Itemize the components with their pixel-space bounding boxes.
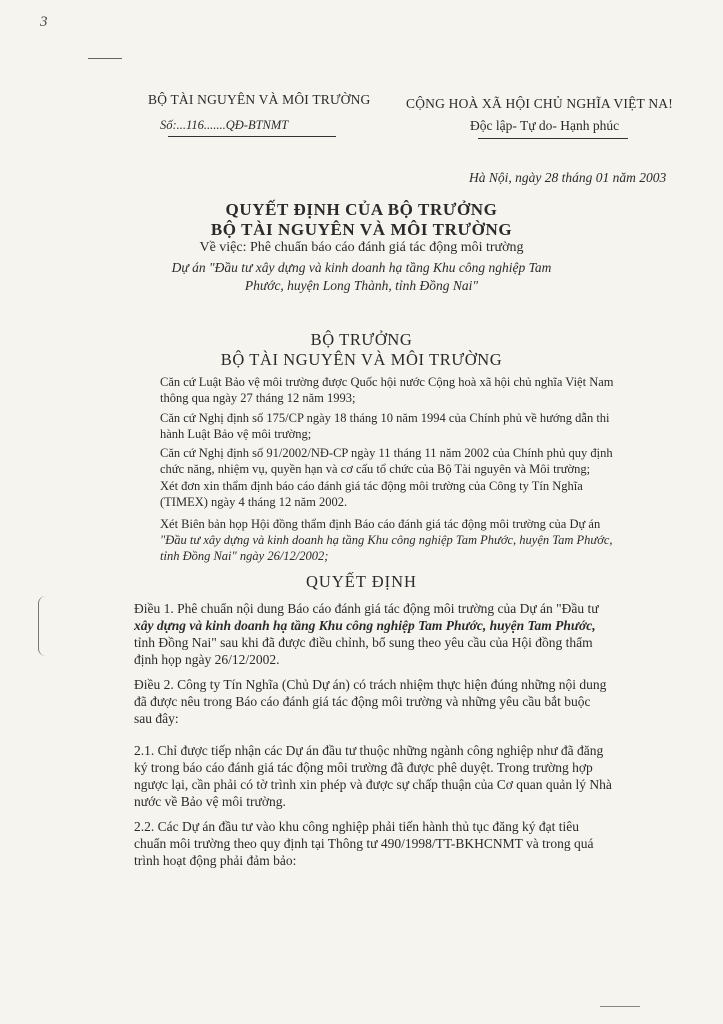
article-1-line-3: tỉnh Đồng Nai" sau khi đã được điều chỉnh, bổ sung theo yêu cầu của Hội đồng thẩm	[134, 635, 593, 650]
decision-heading: QUYẾT ĐỊNH	[306, 572, 417, 591]
basis-2	[160, 410, 610, 442]
basis-2-line-2: hành Luật Bảo vệ môi trường;	[160, 427, 312, 441]
top-scan-mark	[88, 58, 122, 59]
basis-1	[160, 374, 614, 406]
ministry-name: BỘ TÀI NGUYÊN VÀ MÔI TRƯỜNG	[148, 92, 371, 107]
decision-title-line1: QUYẾT ĐỊNH CỦA BỘ TRƯỞNG	[225, 200, 498, 219]
document-number: Số:...116.......QĐ-BTNMT	[160, 118, 289, 132]
national-motto: Độc lập- Tự do- Hạnh phúc	[470, 118, 620, 133]
basis-4-line-2: (TIMEX) ngày 4 tháng 12 năm 2002.	[160, 495, 348, 509]
article-1-line-2: xây dựng và kinh doanh hạ tầng Khu công nghiệp Tam Phước, huyện Tam Phước,	[134, 618, 596, 633]
decision-title-line2: BỘ TÀI NGUYÊN VÀ MÔI TRƯỜNG	[210, 220, 513, 239]
basis-5-line-1: Xét Biên bản họp Hội đồng thẩm định Báo cáo đánh giá tác động môi trường của Dự án	[160, 517, 601, 531]
clause-2-1-line-1: 2.1. Chỉ được tiếp nhận các Dự án đầu tư thuộc những ngành công nghiệp như đã đăng	[134, 743, 604, 758]
authority-line1: BỘ TRƯỞNG	[310, 330, 413, 349]
basis-5-line-2: "Đầu tư xây dựng và kinh doanh hạ tầng Khu công nghiệp Tam Phước, huyện Tam Phước,	[160, 533, 613, 547]
clause-2-1	[134, 742, 612, 810]
article-2-line-3: sau đây:	[134, 711, 179, 726]
clause-2-1-line-4: nước về Bảo vệ môi trường.	[134, 794, 286, 809]
basis-1-line-1: Căn cứ Luật Bảo vệ môi trường được Quốc hội nước Cộng hoà xã hội chủ nghĩa Việt Nam	[160, 375, 614, 389]
article-1	[134, 600, 599, 668]
basis-4-line-1: Xét đơn xin thẩm định báo cáo đánh giá tác động môi trường của Công ty Tín Nghĩa	[160, 479, 583, 493]
basis-5-line-3: tỉnh Đồng Nai" ngày 26/12/2002;	[160, 549, 329, 563]
basis-3-line-2: chức năng, nhiệm vụ, quyền hạn và cơ cấu tổ chức của Bộ Tài nguyên và Môi trường;	[160, 462, 591, 476]
clause-2-1-line-3: ngược lại, cần phải có tờ trình xin phép và được sự chấp thuận của Cơ quan quản lý Nhà	[134, 777, 612, 792]
left-margin-squiggle	[38, 596, 53, 656]
place-date: Hà Nội, ngày 28 tháng 01 năm 2003	[469, 170, 667, 185]
bottom-scan-mark	[600, 1006, 640, 1007]
article-2-line-2: đã được nêu trong Báo cáo đánh giá tác động môi trường và những yêu cầu bắt buộc	[134, 694, 591, 709]
basis-1-line-2: thông qua ngày 27 tháng 12 năm 1993;	[160, 391, 356, 405]
basis-4	[160, 478, 583, 510]
authority-line2: BỘ TÀI NGUYÊN VÀ MÔI TRƯỜNG	[220, 350, 503, 369]
country-name: CỘNG HOÀ XÃ HỘI CHỦ NGHĨA VIỆT NA!	[406, 96, 673, 111]
article-2-line-1: Điều 2. Công ty Tín Nghĩa (Chủ Dự án) có trách nhiệm thực hiện đúng những nội dung	[134, 677, 607, 692]
project-name-line1: Dự án "Đầu tư xây dựng và kinh doanh hạ tầng Khu công nghiệp Tam	[171, 260, 552, 275]
clause-2-2	[134, 818, 594, 869]
decision-subject: Về việc: Phê chuẩn báo cáo đánh giá tác động môi trường	[199, 240, 524, 255]
motto-underline	[478, 138, 628, 139]
clause-2-2-line-2: chuẩn môi trường theo quy định tại Thông tư 490/1998/TT-BKHCNMT và trong quá	[134, 836, 594, 851]
article-1-line-4: định họp ngày 26/12/2002.	[134, 652, 280, 667]
basis-5	[160, 516, 613, 564]
basis-3-line-1: Căn cứ Nghị định số 91/2002/NĐ-CP ngày 11 tháng 11 năm 2002 của Chính phủ quy định	[160, 446, 613, 460]
project-name-line2: Phước, huyện Long Thành, tỉnh Đồng Nai"	[244, 278, 479, 293]
page-number: 3	[40, 14, 48, 30]
ministry-underline	[168, 136, 336, 137]
basis-2-line-1: Căn cứ Nghị định số 175/CP ngày 18 tháng 10 năm 1994 của Chính phủ về hướng dẫn thi	[160, 411, 610, 425]
article-2	[134, 676, 606, 727]
basis-3	[160, 445, 613, 477]
clause-2-1-line-2: ký trong báo cáo đánh giá tác động môi trường đã được phê duyệt. Trong trường hợp	[134, 760, 593, 775]
clause-2-2-line-3: trình hoạt động phải đảm bảo:	[134, 853, 297, 868]
article-1-line-1: Điều 1. Phê chuẩn nội dung Báo cáo đánh giá tác động môi trường của Dự án "Đầu tư	[134, 601, 599, 616]
clause-2-2-line-1: 2.2. Các Dự án đầu tư vào khu công nghiệp phải tiến hành thủ tục đăng ký đạt tiêu	[134, 819, 580, 834]
